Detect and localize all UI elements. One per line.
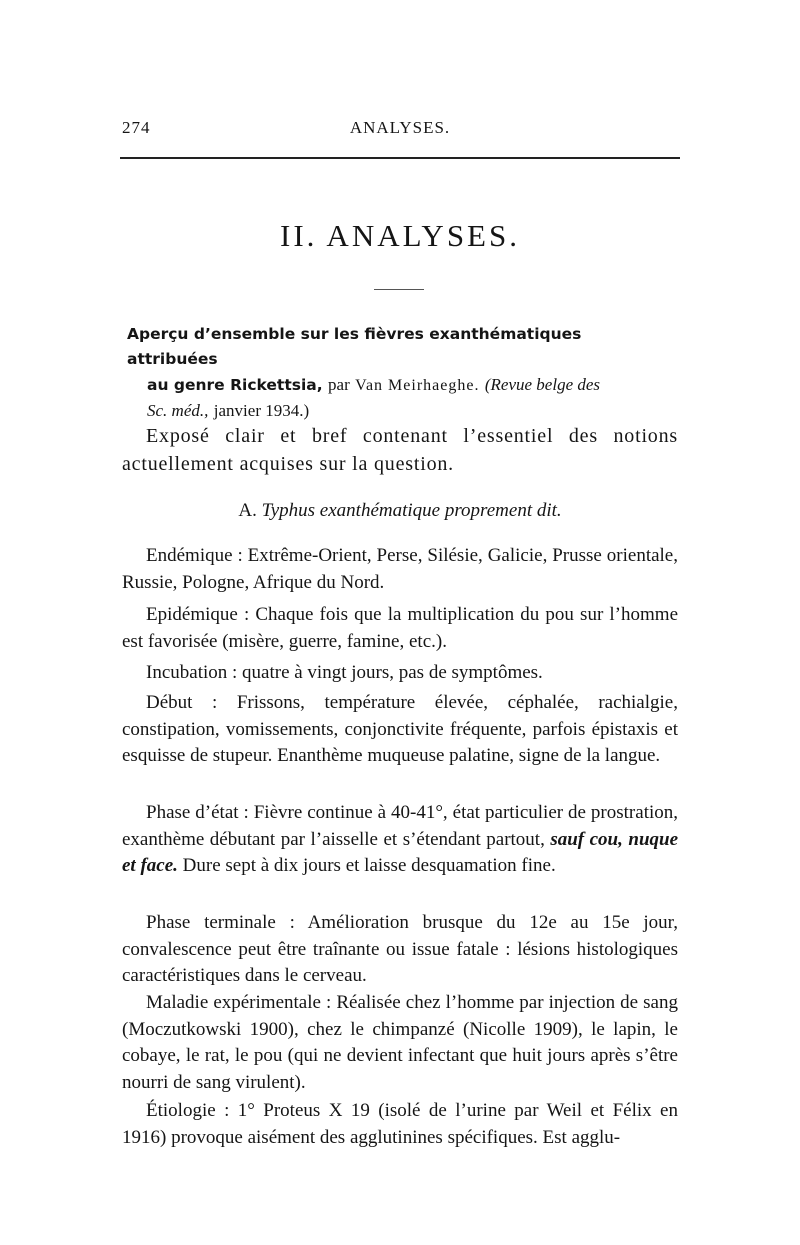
subsection-letter: A. <box>238 500 257 521</box>
paragraph-text: Maladie expérimentale : Réalisée chez l’homme par injection de sang (Moczutkowski 1900), chez le chimpanzé (Nicolle 1909), le lapin, le cobaye, le rat, le pou (qui ne devient infectant que huit jours après s’être nourri de sang virulent). <box>122 992 678 1093</box>
paragraph-debut <box>122 690 678 770</box>
entry-date: janvier 1934.) <box>213 401 310 420</box>
paragraph-maladie <box>122 990 678 1096</box>
title-rule <box>374 289 424 290</box>
paragraph-phase-etat <box>122 800 678 880</box>
phase-etat-part-b: Dure sept à dix jours et laisse desquamation fine. <box>182 855 556 876</box>
paragraph-endemique <box>122 543 678 596</box>
entry-title <box>127 322 675 424</box>
paragraph-text <box>122 800 678 880</box>
paragraph-etiologie <box>122 1098 678 1151</box>
entry-title-line-2 <box>127 372 675 398</box>
paragraph-text: Epidémique : Chaque fois que la multiplication du pou sur l’homme est favorisée (misère, guerre, famine, etc.). <box>122 604 678 652</box>
paragraph-text: Endémique : Extrême-Orient, Perse, Silésie, Galicie, Prusse orientale, Russie, Pologne, Afrique du Nord. <box>122 545 678 593</box>
paragraph-text: Incubation : quatre à vingt jours, pas de symptômes. <box>146 662 543 683</box>
subsection-title: Typhus exanthématique proprement dit. <box>261 500 562 521</box>
running-title: ANALYSES. <box>349 118 451 137</box>
entry-title-line-1: Aperçu d’ensemble sur les fièvres exanthématiques attribuées <box>127 325 582 368</box>
summary-text: Exposé clair et bref contenant l’essentiel des notions actuellement acquises sur la question. <box>122 425 678 475</box>
phase-etat-part-a: Phase d’état : Fièvre continue à 40-41°, état particulier de prostration, exanthème débutant par l’aisselle et s’étendant partout, <box>122 802 678 850</box>
entry-source-cont: Sc. méd., <box>147 401 209 420</box>
running-head <box>120 118 680 142</box>
phase-etat-italic: sauf cou, nuque et face. <box>122 828 679 876</box>
paragraph-epidemique <box>122 602 678 655</box>
section-title: II. ANALYSES. <box>280 218 520 253</box>
paragraph-text: Étiologie : 1° Proteus X 19 (isolé de l’urine par Weil et Félix en 1916) provoque aisément des agglutinines spécifiques. Est agglu- <box>122 1100 678 1148</box>
paragraph-text: Phase terminale : Amélioration brusque du 12e au 15e jour, convalescence peut être traînante ou issue fatale : lésions histologiques caractéristiques dans le cerveau. <box>122 912 678 986</box>
summary-paragraph <box>122 422 678 478</box>
entry-title-cont: au genre Rickettsia, <box>147 376 323 394</box>
paragraph-incubation <box>122 660 678 687</box>
paragraph-phase-terminale <box>122 910 678 990</box>
paragraph-text: Début : Frissons, température élevée, céphalée, rachialgie, constipation, vomissements, conjonctivite fréquente, parfois épistaxis et esquisse de stupeur. Enanthème muqueuse palatine, signe de la langue. <box>122 692 678 766</box>
entry-source: (Revue belge des <box>484 375 601 394</box>
entry-par: par <box>328 375 350 394</box>
header-rule <box>120 157 680 159</box>
entry-author: Van Meirhaeghe. <box>355 377 480 394</box>
page-number: 274 <box>122 118 151 137</box>
subsection-heading <box>120 500 680 522</box>
entry-title-line-3 <box>127 398 675 424</box>
